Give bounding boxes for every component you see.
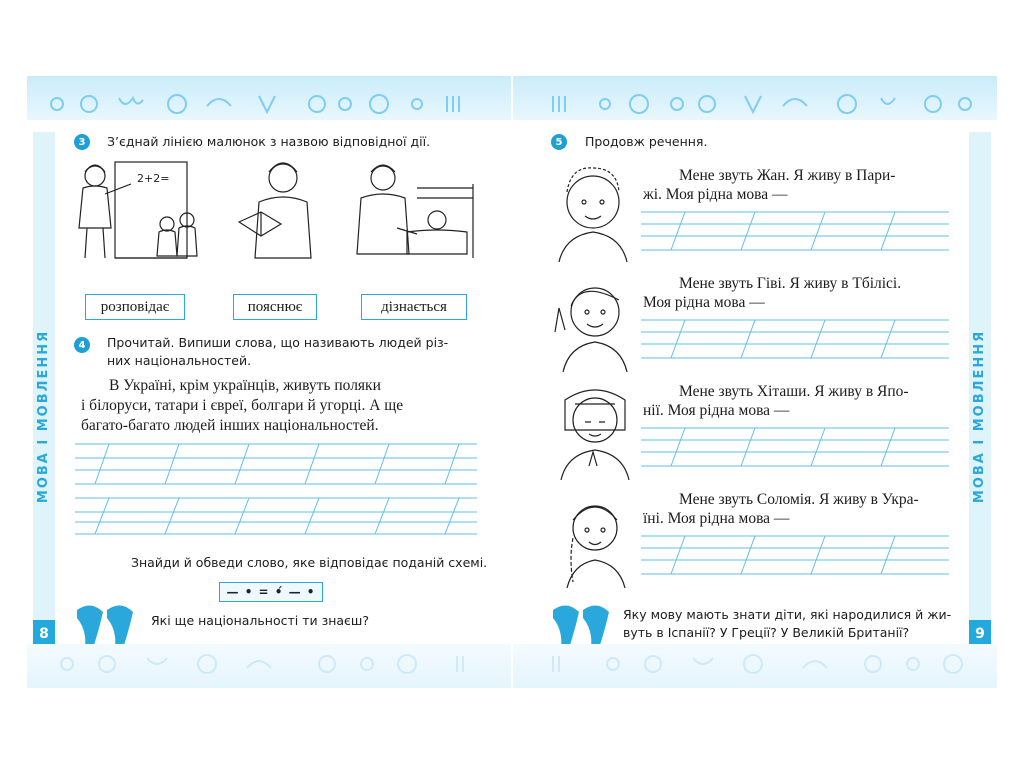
- portrait-jean: [549, 162, 641, 264]
- page-number: 8: [33, 620, 55, 648]
- left-page: [27, 76, 511, 688]
- answer-lines[interactable]: [641, 532, 949, 578]
- right-page: [513, 76, 997, 688]
- side-title: МОВА І МОВЛЕННЯ: [36, 329, 52, 503]
- exercise-number-badge: 5: [551, 134, 567, 150]
- top-ornament-band: [27, 76, 511, 120]
- portrait-hitashi: [549, 380, 641, 482]
- writing-lines[interactable]: [75, 440, 477, 536]
- discussion-question-line2: вуть в Іспанії? У Греції? У Великій Британії?: [623, 625, 910, 640]
- sentence-line1: Мене звуть Хіташи. Я живу в Япо-: [679, 383, 909, 400]
- boy-reading-illustration: [231, 158, 331, 262]
- discussion-question: Які ще національності ти знаєш?: [151, 613, 369, 628]
- word-scheme: — • = •́ — •: [219, 582, 323, 602]
- teacher-illustration: [75, 158, 213, 262]
- answer-lines[interactable]: [641, 424, 949, 470]
- exercise-instruction-line1: Прочитай. Випиши слова, що називають людей різ-: [107, 335, 449, 350]
- bottom-ornament-band: [27, 644, 511, 688]
- action-label-3[interactable]: дізнається: [361, 294, 467, 320]
- sentence-line1: Мене звуть Жан. Я живу в Пари-: [679, 167, 896, 184]
- page-number: 9: [969, 620, 991, 648]
- exercise-number-badge: 4: [74, 337, 90, 353]
- portrait-givi: [549, 272, 641, 374]
- action-label-1[interactable]: розповідає: [85, 294, 185, 320]
- sentence-line2: їні. Моя рідна мова —: [643, 510, 790, 527]
- action-label-2[interactable]: пояснює: [233, 294, 317, 320]
- discussion-question-line1: Яку мову мають знати діти, які народилися й жи-: [623, 607, 952, 622]
- sentence-line2: жі. Моя рідна мова —: [643, 186, 788, 203]
- sentence-line1: Мене звуть Соломія. Я живу в Укра-: [679, 491, 919, 508]
- bottom-ornament-band: [513, 644, 997, 688]
- sentence-line2: нії. Моя рідна мова —: [643, 402, 790, 419]
- answer-lines[interactable]: [641, 316, 949, 362]
- exercise-instruction: З’єднай лінією малюнок з назвою відповідної дії.: [107, 134, 431, 149]
- reading-text-line1: В Україні, крім українців, живуть поляки: [109, 377, 381, 394]
- sentence-line2: Моя рідна мова —: [643, 294, 765, 311]
- find-word-instruction: Знайди й обведи слово, яке відповідає поданій схемі.: [131, 555, 488, 570]
- side-title: МОВА І МОВЛЕННЯ: [972, 329, 988, 503]
- sentence-line1: Мене звуть Гіві. Я живу в Тбілісі.: [679, 275, 902, 292]
- reading-text-line3: багато-багато людей інших національностей.: [81, 417, 379, 434]
- portrait-solomiia: [549, 488, 641, 590]
- reading-text-line2: і білоруси, татари і євреї, болгари й угорці. А ще: [81, 397, 404, 414]
- exercise-instruction-line2: них національностей.: [107, 353, 252, 368]
- answer-lines[interactable]: [641, 208, 949, 254]
- top-ornament-band: [513, 76, 997, 120]
- father-child-illustration: [347, 158, 477, 262]
- exercise-instruction: Продовж речення.: [585, 134, 708, 149]
- exercise-number-badge: 3: [74, 134, 90, 150]
- board-text: 2+2=: [137, 172, 170, 185]
